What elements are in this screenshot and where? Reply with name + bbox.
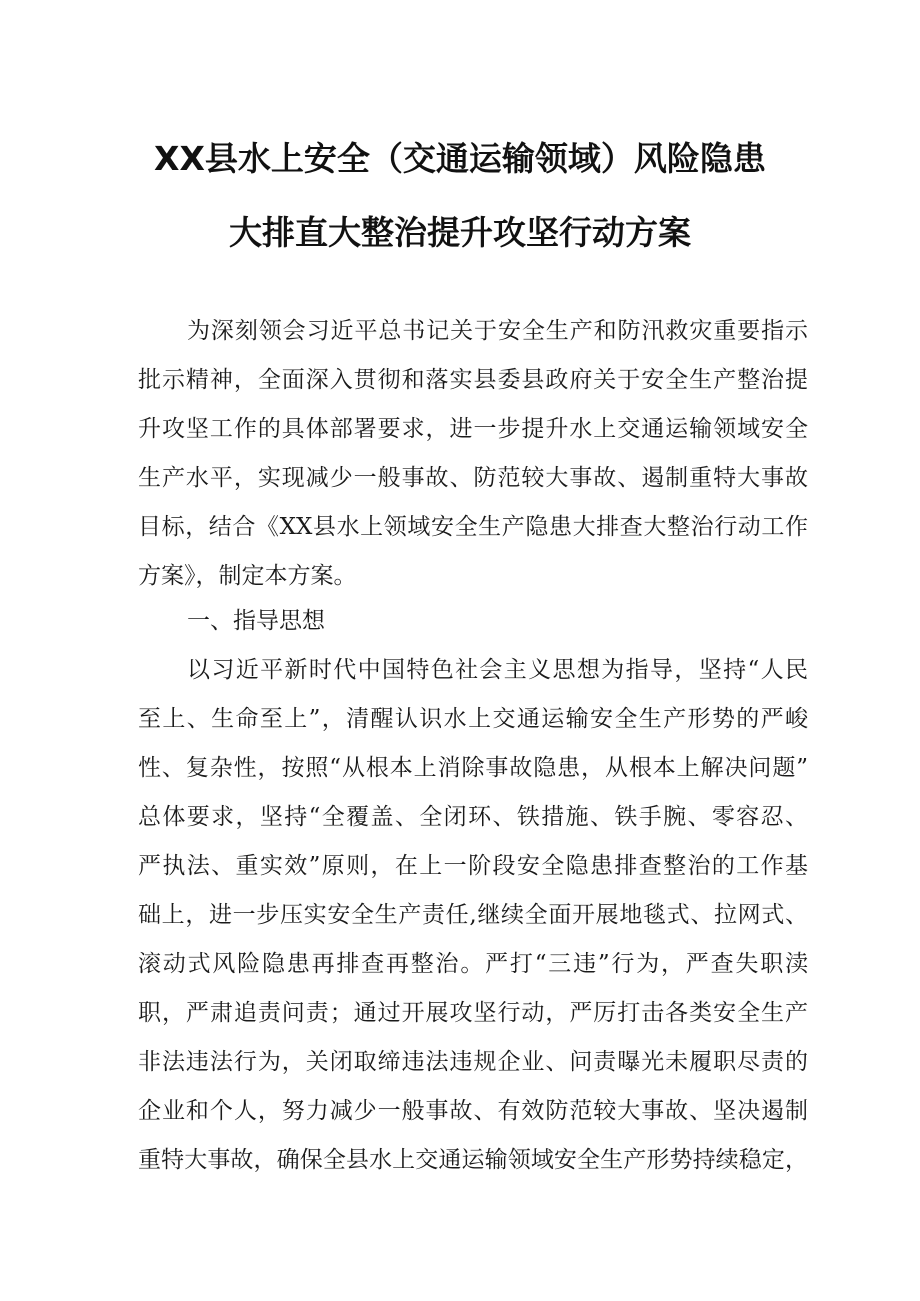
paragraph-2-line-3: 性、复杂性，按照“从根本上消除事故隐患，从根本上解决问题” <box>138 755 808 781</box>
document-title-line-1: XX县水上安全（交通运输领域）风险隐患 <box>154 139 766 178</box>
paragraph-2-line-8: 职，严肃追责问责；通过开展攻坚行动，严厉打击各类安全生产 <box>138 1000 808 1026</box>
paragraph-2-line-2: 至上、生命至上”，清醒认识水上交通运输安全生产形势的严峻 <box>138 706 808 732</box>
paragraph-2-line-10: 企业和个人，努力减少一般事故、有效防范较大事故、坚决遏制 <box>138 1098 808 1124</box>
paragraph-1-line-5: 目标，结合《XX县水上领域安全生产隐患大排查大整治行动工作 <box>138 514 808 540</box>
section-heading-guiding-ideology: 一、指导思想 <box>187 608 325 634</box>
paragraph-2-line-7: 滚动式风险隐患再排查再整治。严打“三违”行为，严查失职渎 <box>138 951 808 977</box>
paragraph-2-line-5: 严执法、重实效”原则，在上一阶段安全隐患排查整治的工作基 <box>138 853 808 879</box>
paragraph-1-line-1: 为深刻领会习近平总书记关于安全生产和防汛救灾重要指示 <box>187 318 808 344</box>
paragraph-2-line-6: 础上，进一步压实安全生产责任,继续全面开展地毯式、拉网式、 <box>138 902 808 928</box>
paragraph-1-line-2: 批示精神，全面深入贯彻和落实县委县政府关于安全生产整治提 <box>138 367 808 393</box>
paragraph-1-line-4: 生产水平，实现减少一般事故、防范较大事故、遏制重特大事故 <box>138 465 808 491</box>
paragraph-2-line-1: 以习近平新时代中国特色社会主义思想为指导，坚持“人民 <box>187 657 808 683</box>
paragraph-1-line-6: 方案》，制定本方案。 <box>138 563 357 589</box>
paragraph-2-line-4: 总体要求，坚持“全覆盖、全闭环、铁措施、铁手腕、零容忍、 <box>138 804 808 830</box>
document-title-line-2: 大排直大整治提升攻坚行动方案 <box>229 213 691 252</box>
paragraph-1-line-3: 升攻坚工作的具体部署要求，进一步提升水上交通运输领域安全 <box>138 416 808 442</box>
paragraph-2-line-9: 非法违法行为，关闭取缔违法违规企业、问责曝光未履职尽责的 <box>138 1049 808 1075</box>
paragraph-2-line-11: 重特大事故，确保全县水上交通运输领域安全生产形势持续稳定， <box>138 1147 808 1173</box>
